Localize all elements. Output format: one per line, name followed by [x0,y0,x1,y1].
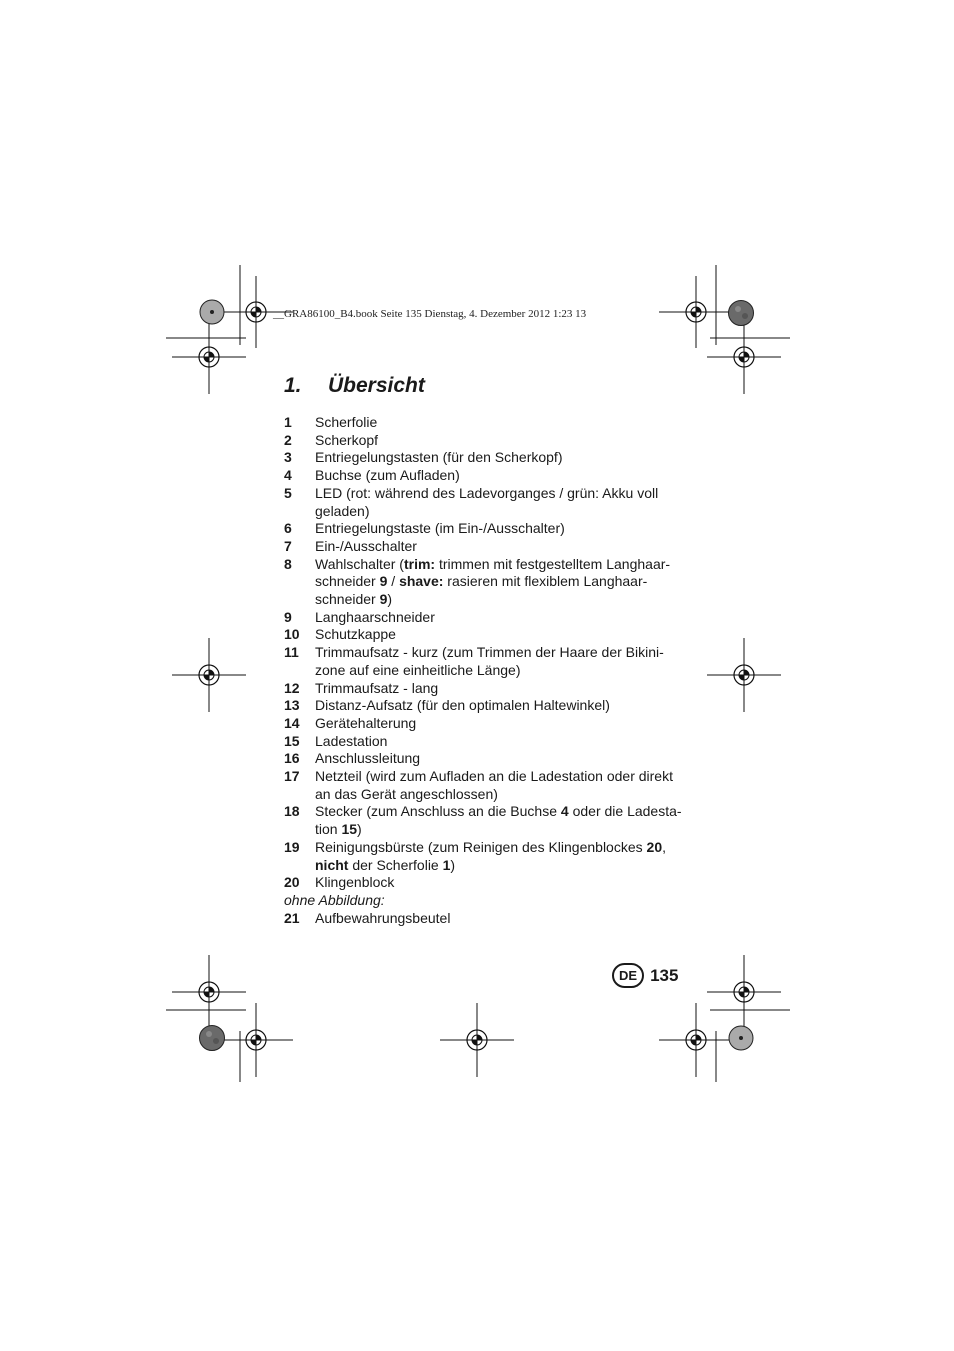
parts-list-extra [284,910,684,928]
item-text-part: Stecker (zum Anschluss an die Buchse [315,803,561,820]
list-item [284,750,684,768]
item-text [315,467,684,485]
item-number: 3 [284,449,292,466]
item-text-part: Trimmaufsatz - kurz (zum Trimmen der Haare der Bikinizone auf eine einheitliche Länge) [315,644,664,678]
item-number: 20 [284,874,300,891]
item-text [315,414,684,432]
item-text-part: der Scherfolie [348,856,443,873]
parts-list [284,414,684,927]
item-text [315,733,684,751]
item-text-bold: trim: [403,555,436,572]
list-item [284,839,684,874]
page-number: 135 [650,965,679,985]
item-text-part: Entriegelungstasten (für den Scherkopf) [315,449,563,466]
section-number: 1. [284,374,302,397]
item-text-part: , [662,838,666,855]
item-text-part: Langhaarschneider [315,608,435,625]
list-item [284,467,684,485]
item-text [315,715,684,733]
list-item [284,414,684,432]
item-text-part: Wahlschalter ( [315,555,404,572]
item-text-part: Distanz-Aufsatz (für den optimalen Haltewinkel) [315,697,610,714]
item-number: 17 [284,768,300,785]
print-header-line: __GRA86100_B4.book Seite 135 Dienstag, 4. Dezember 2012 1:23 13 [273,308,587,320]
item-number: 12 [284,679,300,696]
item-text [315,768,684,803]
item-text [315,432,684,450]
item-number: 4 [284,467,292,484]
item-text-part: ) [357,821,362,838]
item-text-part: ) [450,856,456,873]
list-item [284,449,684,467]
list-item [284,803,684,838]
item-text-bold: 9 [379,591,388,608]
item-number: 18 [284,803,300,820]
item-number: 1 [284,414,292,430]
item-number: 13 [284,697,300,714]
item-text [315,626,684,644]
item-text-part: Trimmaufsatz - lang [315,679,439,696]
list-item [284,609,684,627]
list-item [284,874,684,892]
item-text-part: trimmen mit festgestelltem Langhaarschneider [315,555,671,590]
item-text-part: Klingenblock [315,874,395,891]
item-text [315,644,684,679]
item-text-part: / [387,573,400,590]
item-text-part: ) [387,591,393,608]
list-item [284,556,684,609]
list-item [284,432,684,450]
item-text-part: Ein-/Ausschalter [315,537,417,554]
item-text-bold: 9 [379,573,388,590]
section-title: Übersicht [328,374,425,397]
item-text-bold: 20 [646,838,663,855]
section-heading [284,374,425,398]
item-text [315,609,684,627]
item-text-bold: 4 [560,803,569,820]
item-text-part: LED (rot: während des Ladevorganges / grün: Akku voll geladen) [315,484,659,519]
list-item [284,715,684,733]
list-item [284,910,684,928]
item-text-part: Scherkopf [315,431,379,448]
item-text-bold: 15 [341,821,358,838]
item-text-part: oder die Ladestation [315,803,682,838]
list-item [284,680,684,698]
item-text-part: Netzteil (wird zum Aufladen an die Ladestation oder direkt an das Gerät angeschlossen) [315,768,673,802]
item-number: 14 [284,714,300,731]
list-item [284,520,684,538]
list-item [284,697,684,715]
item-text [315,538,684,556]
item-number: 6 [284,520,292,537]
page-footer [612,963,678,988]
item-text [315,697,684,715]
item-text-part: Ladestation [315,732,388,749]
item-text [315,750,684,768]
without-illustration-label: ohne Abbildung: [284,891,385,908]
item-text-bold: nicht [315,856,349,873]
item-number: 15 [284,732,300,749]
item-number: 2 [284,431,292,448]
list-item [284,733,684,751]
item-text-part: rasieren mit flexiblem Langhaarschneider [315,573,648,608]
item-text [315,803,684,838]
item-text-part: Scherfolie [315,414,378,430]
item-text-bold: shave: [399,573,444,590]
item-text-part: Anschlussleitung [315,750,421,767]
item-text-part: Reinigungsbürste (zum Reinigen des Klingenblockes [315,838,647,855]
list-item [284,768,684,803]
item-text-part: Aufbewahrungsbeutel [315,909,451,926]
item-text [315,910,684,928]
item-text-bold: 1 [442,856,451,873]
item-text-part: Gerätehalterung [315,714,417,731]
item-text [315,556,684,609]
list-item [284,626,684,644]
list-item [284,538,684,556]
item-number: 5 [284,484,292,501]
item-number: 16 [284,750,300,767]
item-text-part: Buchse (zum Aufladen) [315,467,460,484]
item-text-part: Entriegelungstaste (im Ein-/Ausschalter) [315,520,565,537]
item-number: 7 [284,537,292,554]
item-number: 10 [284,626,300,643]
item-text [315,839,684,874]
item-text [315,485,684,520]
item-number: 11 [284,644,299,661]
item-number: 8 [284,555,292,572]
item-text [315,874,684,892]
item-text [315,449,684,467]
item-number: 19 [284,838,300,855]
item-text [315,680,684,698]
item-text-part: Schutzkappe [315,626,396,643]
list-item [284,644,684,679]
item-text [315,520,684,538]
list-item [284,485,684,520]
item-number: 21 [284,909,300,926]
parts-list-main [284,414,684,892]
item-number: 9 [284,608,292,625]
language-badge: DE [612,963,644,988]
